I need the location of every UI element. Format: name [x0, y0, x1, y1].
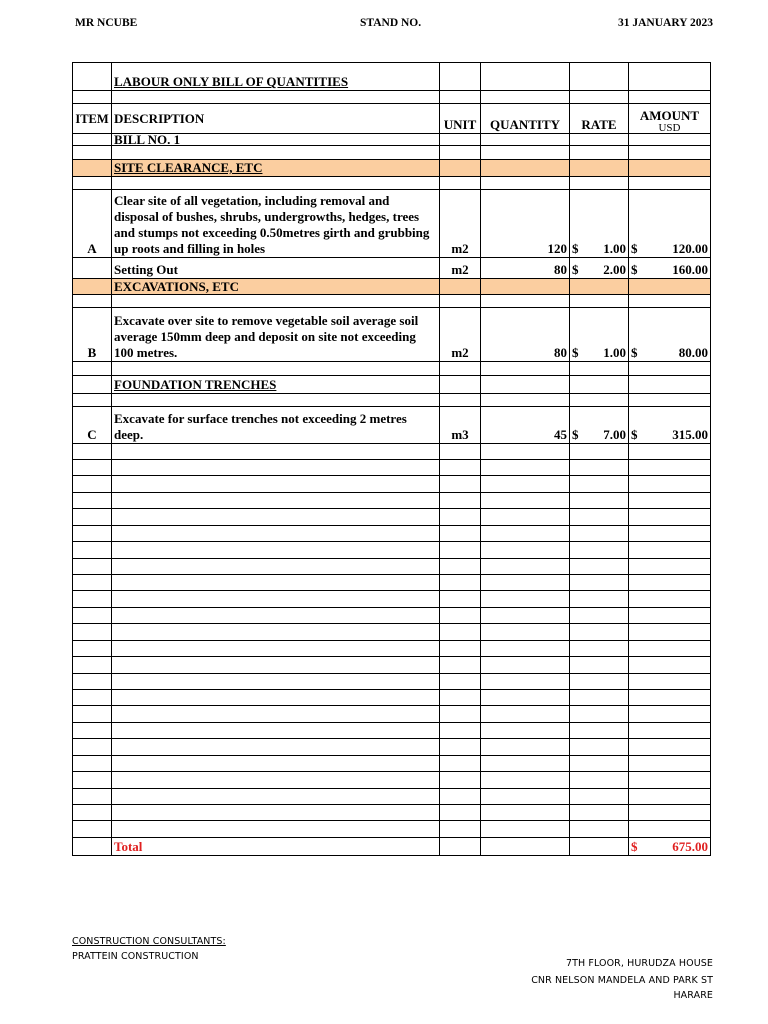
table-row	[73, 772, 711, 789]
item-amount: $ 80.00	[629, 308, 711, 362]
item-quantity: 120	[481, 190, 570, 258]
address-line-3: HARARE	[673, 990, 713, 1001]
item-rate: $ 1.00	[570, 308, 629, 362]
section-header-row	[73, 279, 711, 295]
table-row	[73, 805, 711, 821]
section-header-row	[73, 160, 711, 177]
section-header-row	[73, 376, 711, 394]
item-rate: $ 7.00	[570, 407, 629, 444]
column-header-rate: RATE	[570, 104, 629, 134]
table-row	[73, 460, 711, 476]
column-header-description: DESCRIPTION	[112, 104, 440, 134]
item-description: Clear site of all vegetation, including removal and disposal of bushes, shrubs, undergrowths, hedges, trees and stumps not exceeding 0.50metres girth and grubbing up roots and filling in holes	[112, 190, 440, 258]
address-line-2: CNR NELSON MANDELA AND PARK ST	[531, 975, 713, 986]
table-title: LABOUR ONLY BILL OF QUANTITIES	[112, 63, 440, 91]
item-quantity: 80	[481, 258, 570, 279]
document-date: 31 JANUARY 2023	[618, 17, 713, 29]
table-row	[73, 559, 711, 575]
table-row	[73, 295, 711, 308]
table-row	[73, 258, 711, 279]
column-header-quantity: QUANTITY	[481, 104, 570, 134]
item-code	[73, 258, 112, 279]
table-row	[73, 789, 711, 805]
item-quantity: 80	[481, 308, 570, 362]
total-row	[73, 838, 711, 856]
column-header-unit: UNIT	[440, 104, 481, 134]
table-row	[73, 641, 711, 657]
column-header-amount: AMOUNT USD	[629, 104, 711, 134]
currency-label: USD	[658, 122, 681, 134]
table-row	[73, 362, 711, 376]
table-row	[73, 308, 711, 362]
table-row	[73, 756, 711, 772]
table-row	[73, 690, 711, 706]
bill-of-quantities-table	[72, 62, 711, 856]
item-description: Excavate for surface trenches not exceeding 2 metres deep.	[112, 407, 440, 444]
item-code: C	[73, 407, 112, 444]
table-row	[73, 146, 711, 160]
table-row	[73, 476, 711, 493]
table-row	[73, 575, 711, 591]
table-row	[73, 723, 711, 739]
item-code: A	[73, 190, 112, 258]
item-code: B	[73, 308, 112, 362]
table-row	[73, 134, 711, 146]
column-header-item: ITEM	[73, 104, 112, 134]
table-row	[73, 821, 711, 838]
item-description: Setting Out	[112, 258, 440, 279]
bill-number: BILL NO. 1	[112, 134, 440, 146]
item-amount: $ 120.00	[629, 190, 711, 258]
item-description: Excavate over site to remove vegetable soil average soil average 150mm deep and deposit on site not exceeding 100 metres.	[112, 308, 440, 362]
consultants-label: CONSTRUCTION CONSULTANTS:	[72, 936, 226, 947]
table-row	[73, 739, 711, 756]
item-unit: m3	[440, 407, 481, 444]
consultant-firm: PRATTEIN CONSTRUCTION	[72, 951, 199, 962]
table-row	[73, 624, 711, 641]
item-unit: m2	[440, 190, 481, 258]
section-foundation-trenches: FOUNDATION TRENCHES	[112, 376, 440, 394]
address-line-1: 7TH FLOOR, HURUDZA HOUSE	[565, 958, 713, 969]
item-quantity: 45	[481, 407, 570, 444]
item-amount: $ 315.00	[629, 407, 711, 444]
section-site-clearance: SITE CLEARANCE, ETC	[112, 160, 440, 177]
table-row	[73, 509, 711, 526]
total-label: Total	[112, 838, 440, 856]
table-row	[73, 542, 711, 559]
table-row	[73, 394, 711, 407]
table-row	[73, 91, 711, 104]
client-name: MR NCUBE	[75, 17, 138, 29]
table-row	[73, 706, 711, 723]
table-row	[73, 177, 711, 190]
table-row	[73, 493, 711, 509]
section-excavations: EXCAVATIONS, ETC	[112, 279, 440, 295]
table-row	[73, 608, 711, 624]
item-amount: $ 160.00	[629, 258, 711, 279]
item-rate: $ 2.00	[570, 258, 629, 279]
table-row	[73, 526, 711, 542]
table-row	[73, 444, 711, 460]
table-row	[73, 591, 711, 608]
total-amount: $ 675.00	[629, 838, 711, 856]
column-header-row	[73, 104, 711, 134]
table-row	[73, 190, 711, 258]
table-row	[73, 407, 711, 444]
item-unit: m2	[440, 258, 481, 279]
table-row	[73, 657, 711, 674]
item-rate: $ 1.00	[570, 190, 629, 258]
stand-number-label: STAND NO.	[360, 17, 422, 29]
table-row	[73, 63, 711, 91]
item-unit: m2	[440, 308, 481, 362]
table-row	[73, 674, 711, 690]
